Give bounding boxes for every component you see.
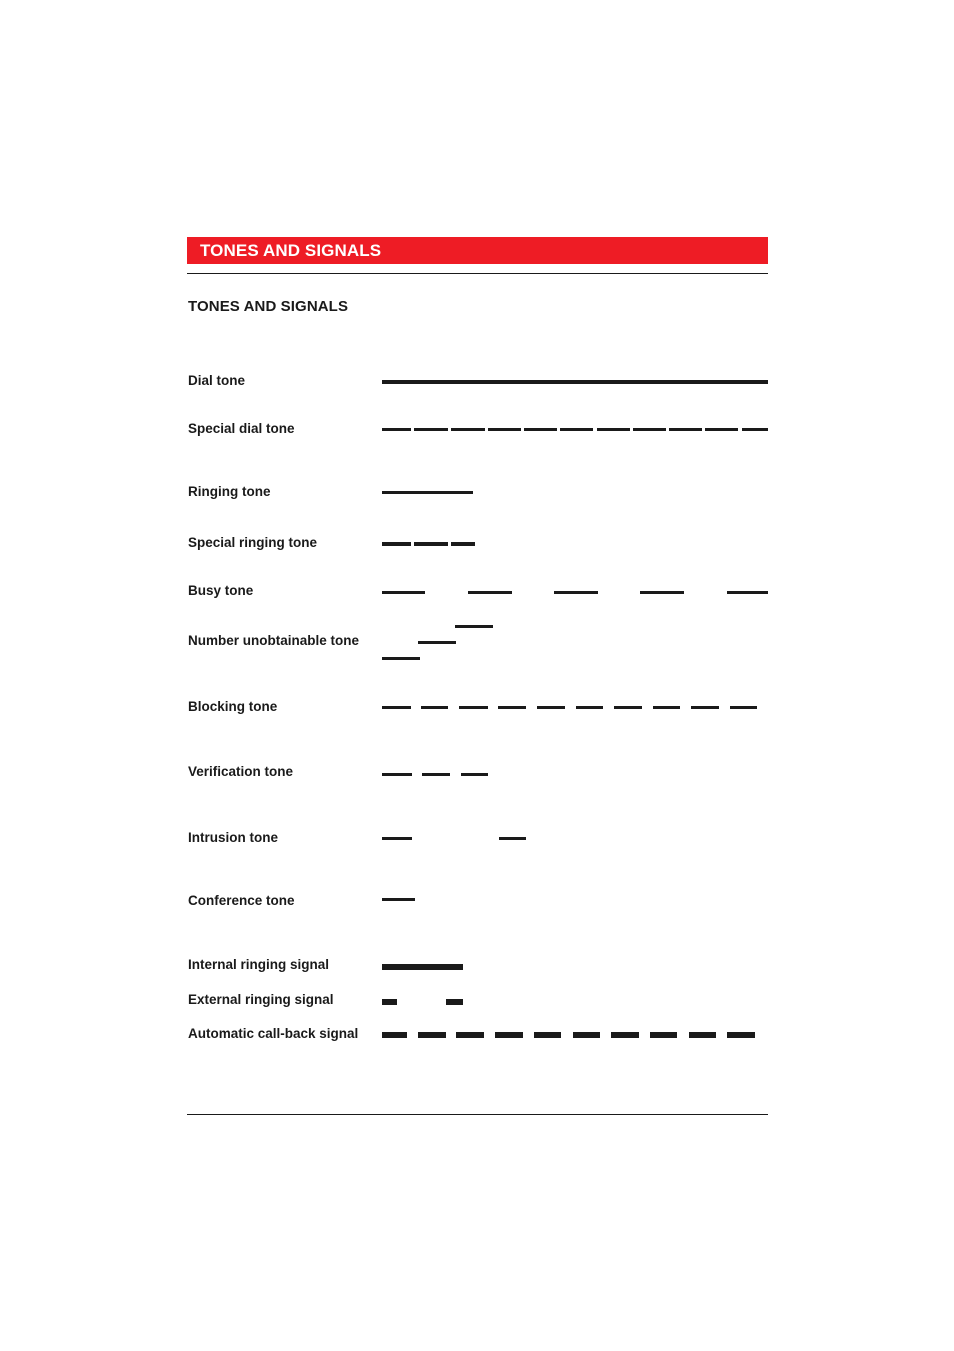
tone-segment — [499, 837, 526, 840]
tone-segment — [653, 706, 680, 709]
tone-label: Special ringing tone — [188, 535, 318, 550]
section-title: TONES AND SIGNALS — [188, 298, 349, 315]
tone-segment — [650, 1032, 677, 1038]
tone-segment — [560, 428, 593, 431]
tone-label: Special dial tone — [188, 421, 295, 436]
tone-segment — [576, 706, 603, 709]
tone-segment — [614, 706, 642, 709]
tone-segment — [382, 773, 412, 776]
tone-segment — [382, 591, 425, 594]
tone-segment — [554, 591, 598, 594]
tone-segment — [451, 428, 485, 431]
tone-segment — [742, 428, 768, 431]
header-bar — [187, 237, 768, 264]
header-title: TONES AND SIGNALS — [200, 241, 382, 260]
tone-segment — [382, 657, 420, 660]
tone-segment — [382, 491, 473, 494]
tone-label: Number unobtainable tone — [188, 633, 360, 648]
bottom-rule — [187, 1114, 768, 1115]
tone-label: Verification tone — [188, 764, 294, 779]
tone-label: Intrusion tone — [188, 830, 278, 845]
tone-segment — [633, 428, 666, 431]
tone-label: Conference tone — [188, 893, 295, 908]
tone-segment — [418, 1032, 446, 1038]
tone-segment — [488, 428, 521, 431]
tone-segment — [414, 542, 448, 546]
tone-label: Blocking tone — [188, 699, 278, 714]
tone-segment — [382, 964, 463, 970]
tone-segment — [727, 1032, 755, 1038]
tone-segment — [382, 380, 768, 384]
tone-segment — [382, 898, 415, 901]
top-rule — [187, 273, 768, 274]
tone-segment — [382, 706, 411, 709]
tone-segment — [669, 428, 702, 431]
tone-label: Busy tone — [188, 583, 254, 598]
tone-segment — [382, 428, 411, 431]
tone-segment — [611, 1032, 639, 1038]
tone-segment — [461, 773, 488, 776]
tone-segment — [382, 542, 411, 546]
tone-segment — [498, 706, 526, 709]
tone-segment — [455, 625, 493, 628]
tone-segment — [382, 837, 412, 840]
tone-segment — [689, 1032, 716, 1038]
tone-segment — [705, 428, 738, 431]
tone-segment — [495, 1032, 523, 1038]
tone-segment — [468, 591, 512, 594]
tone-label: Dial tone — [188, 373, 246, 388]
tone-segment — [524, 428, 557, 431]
tone-segment — [414, 428, 448, 431]
tone-segment — [534, 1032, 561, 1038]
tone-segment — [422, 773, 450, 776]
tone-segment — [459, 706, 488, 709]
tone-segment — [727, 591, 768, 594]
tone-label: Ringing tone — [188, 484, 271, 499]
tone-segment — [573, 1032, 600, 1038]
tone-segment — [537, 706, 565, 709]
tone-segment — [446, 999, 463, 1005]
tone-segment — [418, 641, 456, 644]
tone-segment — [597, 428, 630, 431]
tone-segment — [730, 706, 757, 709]
tone-label: Internal ringing signal — [188, 957, 330, 972]
tone-label: Automatic call-back signal — [188, 1026, 359, 1041]
tone-segment — [382, 1032, 407, 1038]
tone-segment — [456, 1032, 484, 1038]
tone-segment — [421, 706, 448, 709]
tone-segment — [382, 999, 397, 1005]
tone-segment — [451, 542, 475, 546]
tone-segment — [691, 706, 719, 709]
tone-segment — [640, 591, 684, 594]
tone-label: External ringing signal — [188, 992, 334, 1007]
